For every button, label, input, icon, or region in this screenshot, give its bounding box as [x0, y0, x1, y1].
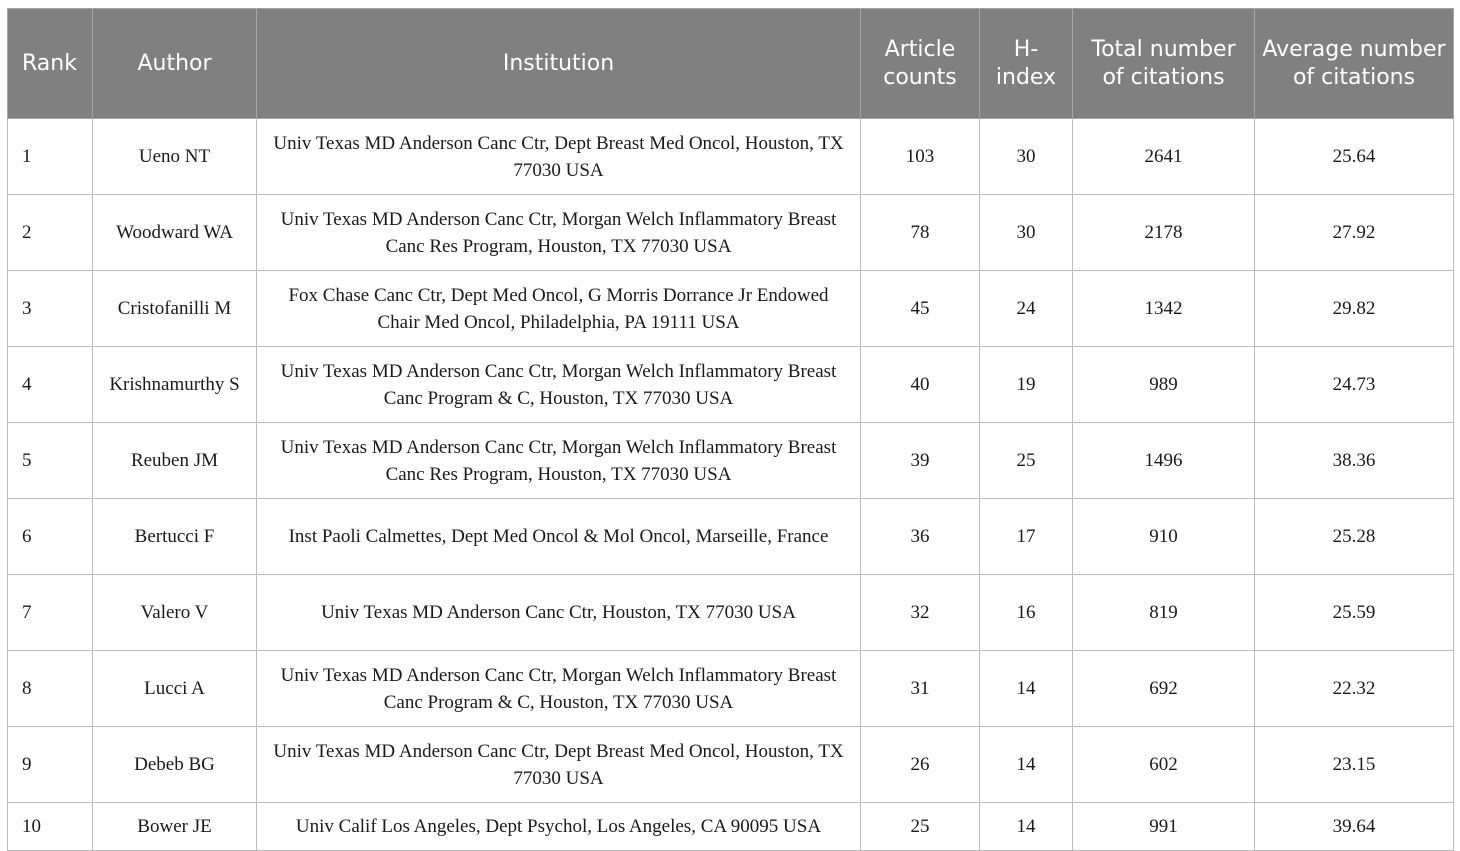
header-institution: Institution: [257, 9, 861, 119]
cell-institution: Univ Texas MD Anderson Canc Ctr, Houston, TX 77030 USA: [257, 575, 861, 651]
table-header: [8, 9, 1454, 119]
cell-institution: Univ Texas MD Anderson Canc Ctr, Morgan Welch Inflammatory Breast Canc Res Program, Houston, TX 77030 USA: [257, 423, 861, 499]
cell-author: Bertucci F: [93, 499, 257, 575]
cell-author: Krishnamurthy S: [93, 347, 257, 423]
cell-author: Valero V: [93, 575, 257, 651]
cell-author: Ueno NT: [93, 119, 257, 195]
table-row: [8, 119, 1454, 195]
header-row: [8, 9, 1454, 119]
cell-average-citations: 24.73: [1255, 347, 1454, 423]
cell-rank: 1: [8, 119, 93, 195]
cell-author: Cristofanilli M: [93, 271, 257, 347]
cell-total-citations: 2178: [1073, 195, 1255, 271]
cell-author: Reuben JM: [93, 423, 257, 499]
header-article-counts: Article counts: [861, 9, 980, 119]
cell-institution: Univ Texas MD Anderson Canc Ctr, Dept Breast Med Oncol, Houston, TX 77030 USA: [257, 727, 861, 803]
header-rank: Rank: [8, 9, 93, 119]
cell-average-citations: 29.82: [1255, 271, 1454, 347]
cell-h-index: 14: [980, 727, 1073, 803]
cell-article-counts: 25: [861, 803, 980, 851]
table-row: [8, 575, 1454, 651]
cell-total-citations: 1342: [1073, 271, 1255, 347]
cell-author: Bower JE: [93, 803, 257, 851]
cell-h-index: 19: [980, 347, 1073, 423]
cell-article-counts: 26: [861, 727, 980, 803]
cell-rank: 5: [8, 423, 93, 499]
cell-average-citations: 38.36: [1255, 423, 1454, 499]
cell-institution: Univ Texas MD Anderson Canc Ctr, Morgan Welch Inflammatory Breast Canc Program & C, Houston, TX 77030 USA: [257, 347, 861, 423]
table-row: [8, 727, 1454, 803]
cell-h-index: 30: [980, 119, 1073, 195]
header-total-citations: Total number of citations: [1073, 9, 1255, 119]
cell-h-index: 16: [980, 575, 1073, 651]
cell-average-citations: 25.28: [1255, 499, 1454, 575]
table-row: [8, 347, 1454, 423]
cell-article-counts: 36: [861, 499, 980, 575]
cell-institution: Univ Texas MD Anderson Canc Ctr, Dept Breast Med Oncol, Houston, TX 77030 USA: [257, 119, 861, 195]
cell-institution: Univ Texas MD Anderson Canc Ctr, Morgan Welch Inflammatory Breast Canc Program & C, Houston, TX 77030 USA: [257, 651, 861, 727]
cell-rank: 8: [8, 651, 93, 727]
table-row: [8, 803, 1454, 851]
cell-h-index: 30: [980, 195, 1073, 271]
cell-total-citations: 910: [1073, 499, 1255, 575]
cell-average-citations: 27.92: [1255, 195, 1454, 271]
cell-article-counts: 78: [861, 195, 980, 271]
cell-article-counts: 45: [861, 271, 980, 347]
cell-total-citations: 1496: [1073, 423, 1255, 499]
cell-rank: 3: [8, 271, 93, 347]
cell-total-citations: 991: [1073, 803, 1255, 851]
cell-h-index: 25: [980, 423, 1073, 499]
cell-institution: Univ Calif Los Angeles, Dept Psychol, Los Angeles, CA 90095 USA: [257, 803, 861, 851]
cell-article-counts: 39: [861, 423, 980, 499]
cell-rank: 4: [8, 347, 93, 423]
cell-average-citations: 22.32: [1255, 651, 1454, 727]
cell-average-citations: 23.15: [1255, 727, 1454, 803]
table-row: [8, 271, 1454, 347]
table-row: [8, 651, 1454, 727]
cell-institution: Inst Paoli Calmettes, Dept Med Oncol & Mol Oncol, Marseille, France: [257, 499, 861, 575]
cell-total-citations: 692: [1073, 651, 1255, 727]
cell-author: Woodward WA: [93, 195, 257, 271]
cell-h-index: 14: [980, 651, 1073, 727]
table-row: [8, 423, 1454, 499]
cell-h-index: 24: [980, 271, 1073, 347]
cell-institution: Fox Chase Canc Ctr, Dept Med Oncol, G Morris Dorrance Jr Endowed Chair Med Oncol, Philadelphia, PA 19111 USA: [257, 271, 861, 347]
cell-rank: 7: [8, 575, 93, 651]
table-body: [8, 119, 1454, 851]
cell-total-citations: 602: [1073, 727, 1255, 803]
header-h-index: H-index: [980, 9, 1073, 119]
cell-h-index: 17: [980, 499, 1073, 575]
cell-average-citations: 25.64: [1255, 119, 1454, 195]
table-row: [8, 195, 1454, 271]
cell-rank: 10: [8, 803, 93, 851]
cell-rank: 2: [8, 195, 93, 271]
cell-h-index: 14: [980, 803, 1073, 851]
cell-article-counts: 40: [861, 347, 980, 423]
header-average-citations: Average number of citations: [1255, 9, 1454, 119]
cell-average-citations: 39.64: [1255, 803, 1454, 851]
cell-average-citations: 25.59: [1255, 575, 1454, 651]
table-row: [8, 499, 1454, 575]
top-authors-table: [7, 8, 1454, 851]
cell-institution: Univ Texas MD Anderson Canc Ctr, Morgan Welch Inflammatory Breast Canc Res Program, Houston, TX 77030 USA: [257, 195, 861, 271]
cell-total-citations: 2641: [1073, 119, 1255, 195]
cell-total-citations: 819: [1073, 575, 1255, 651]
cell-author: Debeb BG: [93, 727, 257, 803]
cell-article-counts: 103: [861, 119, 980, 195]
cell-rank: 9: [8, 727, 93, 803]
cell-rank: 6: [8, 499, 93, 575]
cell-article-counts: 32: [861, 575, 980, 651]
cell-article-counts: 31: [861, 651, 980, 727]
cell-total-citations: 989: [1073, 347, 1255, 423]
header-author: Author: [93, 9, 257, 119]
cell-author: Lucci A: [93, 651, 257, 727]
